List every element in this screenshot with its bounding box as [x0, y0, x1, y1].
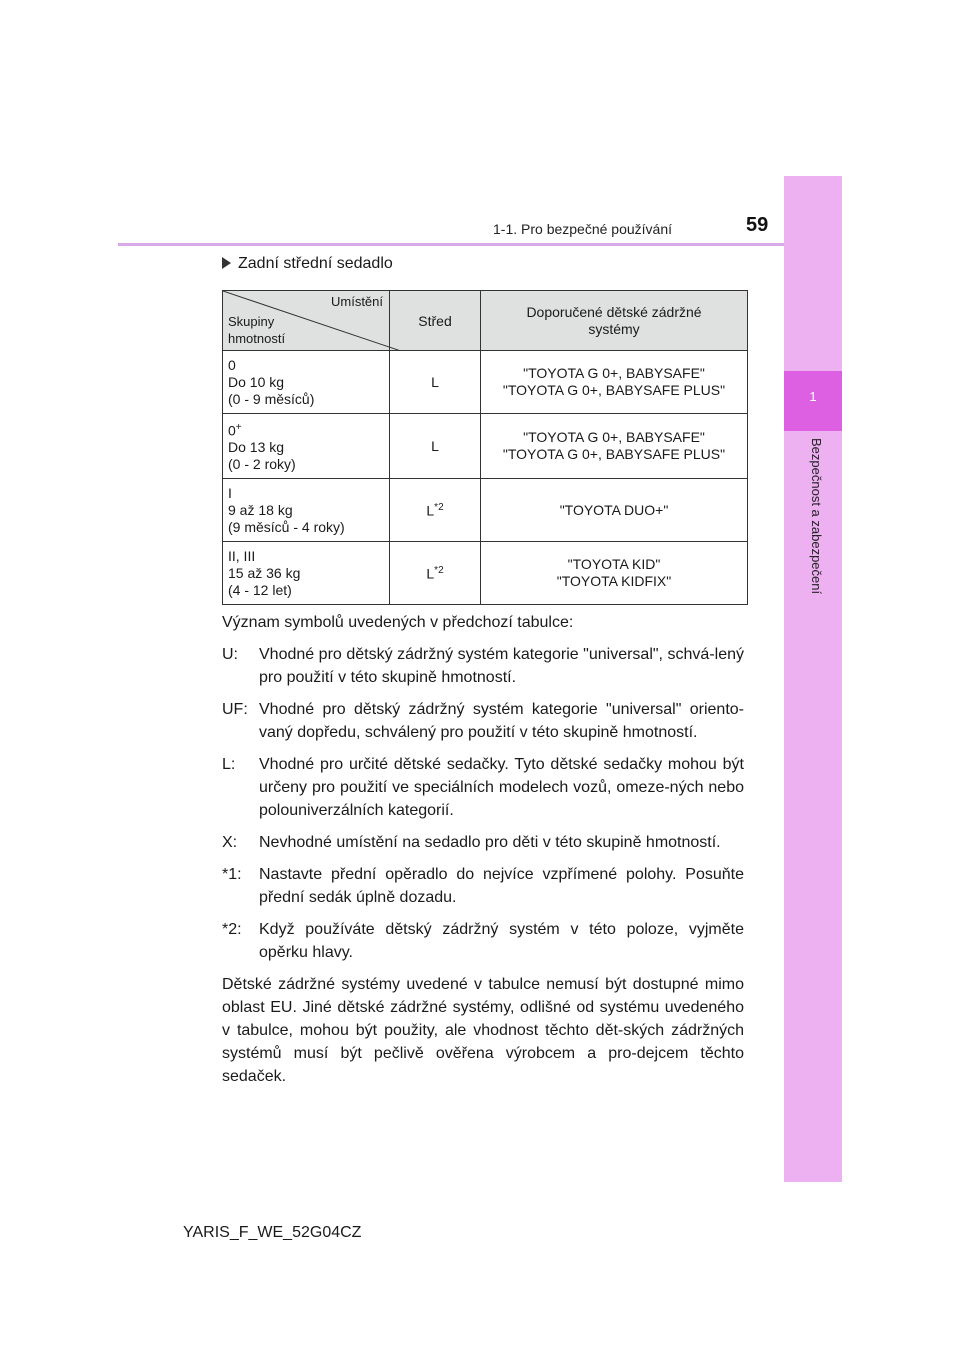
legend-item: UF: Vhodné pro dětský zádržný systém kategorie "universal" oriento-vaný dopředu, schválený pro použití v této skupině hmotností. — [222, 701, 744, 741]
recommended-cell: "TOYOTA KID" "TOYOTA KIDFIX" — [481, 542, 748, 605]
weight-group-cell: I 9 až 18 kg (9 měsíců - 4 roky) — [223, 479, 390, 542]
recommended-cell: "TOYOTA G 0+, BABYSAFE" "TOYOTA G 0+, BABYSAFE PLUS" — [481, 414, 748, 479]
subheading — [222, 255, 393, 273]
legend-item: L: Vhodné pro určité dětské sedačky. Tyto dětské sedačky mohou být určeny pro použití ve speciálních modelech vozů, omeze-ných nebo polouniverzálních kategorií. — [222, 756, 744, 819]
header-weight-groups: Skupiny hmotností — [228, 314, 286, 346]
page-number: 59 — [746, 214, 769, 236]
document-code: YARIS_F_WE_52G04CZ — [183, 1224, 362, 1241]
position-cell: L — [390, 351, 481, 414]
closing-paragraph: Dětské zádržné systémy uvedené v tabulce nemusí být dostupné mimo oblast EU. Jiné dětské zádržné systémy, odlišné od systému uvedeného v tabulce, mohou být použity, ale vhodnost těchto dět-ských zádržných systémů musí být pečlivě ověřena výrobcem a pro-dejcem těchto sedaček. — [222, 976, 744, 1085]
seat-table — [222, 290, 748, 605]
position-cell: $L^{*2}$ — [390, 479, 481, 542]
chapter-number: 1 — [809, 389, 817, 404]
legend-intro: Význam symbolů uvedených v předchozí tabulce: — [222, 614, 574, 631]
legend-item: U: Vhodné pro dětský zádržný systém kategorie "universal", schvá-lený pro použití v této skupině hmotností. — [222, 646, 744, 686]
position-cell: L — [390, 414, 481, 479]
chapter-number-box — [784, 371, 842, 431]
position-cell: $L^{*2}$ — [390, 542, 481, 605]
recommended-cell: "TOYOTA G 0+, BABYSAFE" "TOYOTA G 0+, BABYSAFE PLUS" — [481, 351, 748, 414]
chapter-title: Bezpečnost a zabezpečení — [809, 438, 824, 595]
header-center: Střed — [390, 291, 481, 351]
header-recommended: Doporučené dětské zádržné systémy — [481, 291, 748, 351]
diagonal-header-cell — [223, 291, 390, 351]
legend-item: *1: Nastavte přední opěradlo do nejvíce vzpřímené polohy. Posuňte přední sedák úplně dozadu. — [222, 866, 744, 906]
chapter-side-tab — [784, 176, 842, 1182]
header-location: Umístění — [330, 294, 383, 309]
table-row — [223, 414, 748, 479]
symbol-legend — [222, 611, 744, 1097]
subheading-text: Zadní střední sedadlo — [238, 255, 393, 272]
legend-item: *2: Když používáte dětský zádržný systém v této poloze, vyjměte opěrku hlavy. — [222, 921, 744, 961]
weight-group-cell: II, III 15 až 36 kg (4 - 12 let) — [223, 542, 390, 605]
weight-group-cell: 0 Do 10 kg (0 - 9 měsíců) — [223, 351, 390, 414]
table-row — [223, 542, 748, 605]
section-title: 1-1. Pro bezpečné používání — [493, 221, 673, 237]
triangle-bullet-icon — [222, 257, 231, 269]
table-header-row — [223, 291, 748, 351]
weight-group-cell: 0+ Do 13 kg (0 - 2 roky) — [223, 414, 390, 479]
recommended-cell: "TOYOTA DUO+" — [481, 479, 748, 542]
legend-item: X: Nevhodné umístění na sedadlo pro děti v této skupině hmotností. — [222, 834, 721, 851]
table-row — [223, 351, 748, 414]
header-divider — [118, 243, 784, 246]
table-row — [223, 479, 748, 542]
